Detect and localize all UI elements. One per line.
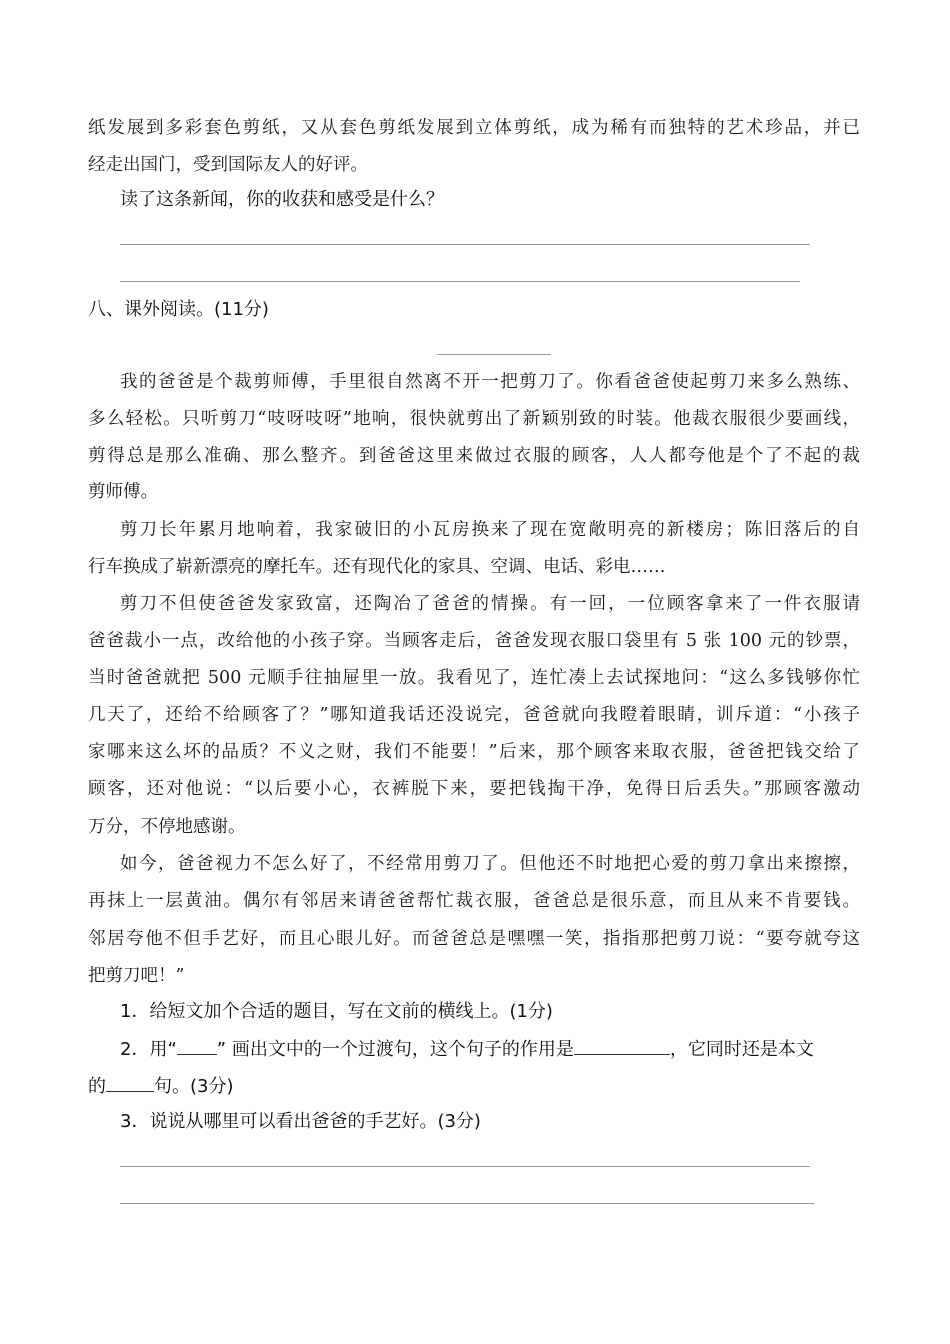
intro-line: 纸发展到多彩套色剪纸，又从套色剪纸发展到立体剪纸，成为稀有而独特的艺术珍品，并已	[88, 118, 860, 138]
passage-line: 再抹上一层黄油。偶尔有邻居来请爸爸帮忙裁衣服，爸爸总是很乐意，而且从来不肯要钱。	[88, 891, 860, 911]
title-blank-line[interactable]	[437, 354, 551, 355]
q2-text: 句。(3分)	[154, 1076, 234, 1097]
passage-line: 邻居夸他不但手艺好，而且心眼儿好。而爸爸总是嘿嘿一笑，指指那把剪刀说：“要夸就夸这	[88, 929, 860, 949]
q2-text: ” 画出文中的一个过渡句，这个句子的作用是	[216, 1039, 574, 1060]
question-3: 3．说说从哪里可以看出爸爸的手艺好。(3分)	[120, 1111, 481, 1132]
passage-line: 剪刀长年累月地响着，我家破旧的小瓦房换来了现在宽敞明亮的新楼房；陈旧落后的自	[120, 520, 860, 540]
answer-line[interactable]	[120, 1166, 810, 1167]
question-2	[120, 1036, 860, 1062]
question-1: 1．给短文加个合适的题目，写在文前的横线上。(1分)	[120, 1001, 553, 1022]
passage-line: 剪师傅。	[88, 482, 158, 502]
q2-type-blank[interactable]	[106, 1073, 154, 1092]
passage-line: 爸爸裁小一点，改给他的小孩子穿。当顾客走后，爸爸发现衣服口袋里有 5 张 100 元的钞票，	[88, 631, 860, 651]
passage-line: 几天了，还给不给顾客了？”哪知道我话还没说完，爸爸就向我瞪着眼睛，训斥道：“小孩子	[88, 705, 860, 725]
q2-mark-blank[interactable]	[177, 1036, 217, 1055]
answer-line[interactable]	[120, 244, 810, 245]
passage-line: 剪得总是那么准确、那么整齐。到爸爸这里来做过衣服的顾客，人人都夸他是个了不起的裁	[88, 446, 860, 466]
passage-line: 当时爸爸就把 500 元顺手往抽屉里一放。我看见了，连忙凑上去试探地问：“这么多钱够你忙	[88, 668, 860, 688]
q2-text: 2．用“	[120, 1039, 177, 1060]
passage-line: 万分，不停地感谢。	[88, 817, 246, 837]
intro-question: 读了这条新闻，你的收获和感受是什么？	[120, 189, 444, 210]
q2-function-blank[interactable]	[574, 1036, 670, 1055]
passage-line: 顾客，还对他说：“以后要小心，衣裤脱下来，要把钱掏干净，免得日后丢失。”那顾客激动	[88, 779, 860, 799]
passage-line: 如今，爸爸视力不怎么好了，不经常用剪刀了。但他还不时地把心爱的剪刀拿出来擦擦，	[120, 854, 860, 874]
intro-line: 经走出国门，受到国际友人的好评。	[88, 155, 368, 175]
passage-line: 把剪刀吧！”	[88, 966, 185, 986]
q2-text: 的	[88, 1076, 106, 1097]
answer-line[interactable]	[120, 281, 800, 282]
answer-line[interactable]	[120, 1203, 814, 1204]
passage-line: 行车换成了崭新漂亮的摩托车。还有现代化的家具、空调、电话、彩电……	[88, 557, 666, 577]
q2-text: ，它同时还是本文	[669, 1039, 814, 1060]
passage-line: 家哪来这么坏的品质？不义之财，我们不能要！”后来，那个顾客来取衣服，爸爸把钱交给了	[88, 742, 860, 762]
section-heading: 八、课外阅读。(11分)	[88, 299, 269, 320]
passage-line: 多么轻松。只听剪刀“吱呀吱呀”地响，很快就剪出了新颖别致的时装。他裁衣服很少要画线，	[88, 409, 860, 429]
passage-line: 我的爸爸是个裁剪师傅，手里很自然离不开一把剪刀了。你看爸爸使起剪刀来多么熟练、	[120, 372, 860, 392]
passage-line: 剪刀不但使爸爸发家致富，还陶冶了爸爸的情操。有一回，一位顾客拿来了一件衣服请	[120, 594, 860, 614]
question-2-cont	[88, 1073, 860, 1099]
